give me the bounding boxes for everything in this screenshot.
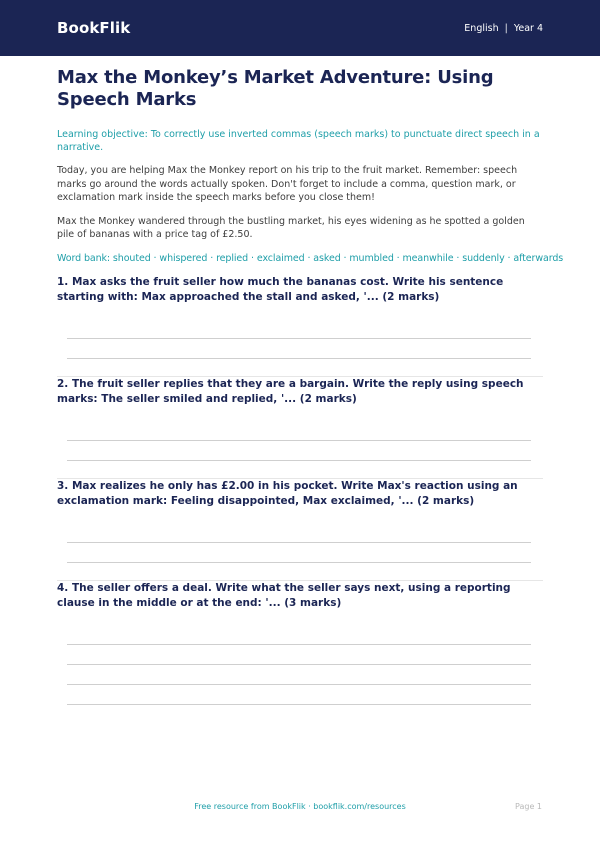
answer-line[interactable] <box>67 684 531 685</box>
question-text: 3. Max realizes he only has £2.00 in his pocket. Write Max's reaction using an exclamation mark: Feeling disappointed, Max exclaimed, '... (2 marks) <box>57 480 518 507</box>
question-1 <box>57 275 543 370</box>
answer-line[interactable] <box>67 664 531 665</box>
answer-line[interactable] <box>67 460 531 461</box>
intro-paragraph: Today, you are helping Max the Monkey report on his trip to the fruit market. Remember: speech marks go around the words actually spoken. Don't forget to include a comma, question mark, or exclamation mark inside the speech marks before you close them! <box>57 165 518 203</box>
subject-label: English <box>464 22 499 34</box>
question-4 <box>57 581 543 716</box>
learning-objective: Learning objective: To correctly use inverted commas (speech marks) to punctuate direct speech in a narrative. <box>57 129 540 153</box>
header-meta <box>464 23 543 34</box>
answer-line[interactable] <box>67 704 531 705</box>
answer-line[interactable] <box>67 562 531 563</box>
question-text: 4. The seller offers a deal. Write what the seller says next, using a reporting clause in the middle or at the end: '... (3 marks) <box>57 582 511 609</box>
story-paragraph: Max the Monkey wandered through the bustling market, his eyes widening as he spotted a golden pile of bananas with a price tag of £2.50. <box>57 215 525 240</box>
footer-resource-link[interactable]: Free resource from BookFlik · bookflik.com/resources <box>194 802 406 811</box>
question-2 <box>57 377 543 472</box>
question-text: 1. Max asks the fruit seller how much the bananas cost. Write his sentence starting with: Max approached the stall and asked, '... (2 marks) <box>57 276 504 303</box>
answer-line[interactable] <box>67 440 531 441</box>
page-number: Page 1 <box>515 802 542 811</box>
question-divider <box>57 376 543 377</box>
answer-line[interactable] <box>67 644 531 645</box>
brand-logo: BookFlik <box>57 19 131 37</box>
page-header <box>0 0 600 56</box>
answer-line[interactable] <box>67 358 531 359</box>
question-divider <box>57 478 543 479</box>
answer-line[interactable] <box>67 542 531 543</box>
question-divider <box>57 580 543 581</box>
answer-line[interactable] <box>67 338 531 339</box>
worksheet-intro <box>57 67 564 265</box>
year-label: Year 4 <box>513 22 543 34</box>
meta-separator: | <box>504 22 508 34</box>
question-3 <box>57 479 543 574</box>
word-bank: Word bank: shouted · whispered · replied · exclaimed · asked · mumbled · meanwhile · suddenly · afterwards <box>57 252 564 264</box>
page-title: Max the Monkey’s Market Adventure: Using Speech Marks <box>57 67 494 110</box>
question-text: 2. The fruit seller replies that they are a bargain. Write the reply using speech marks: The seller smiled and replied, '... (2 marks) <box>57 378 524 405</box>
